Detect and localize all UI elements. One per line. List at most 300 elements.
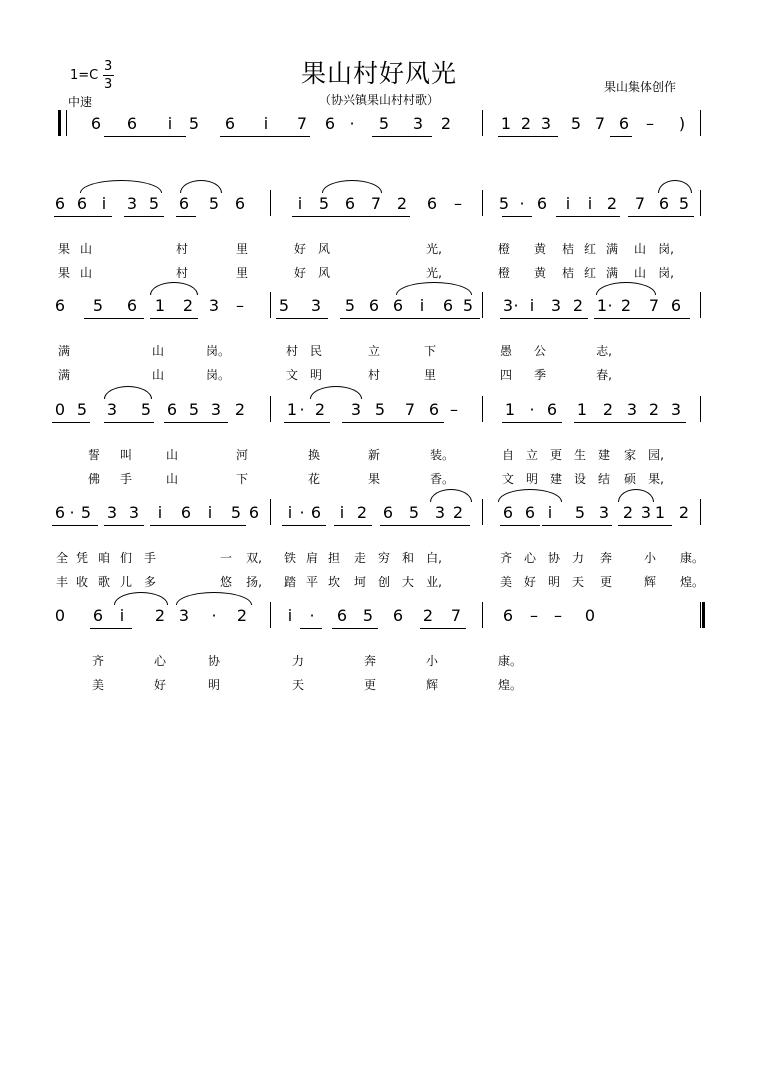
note: 2: [314, 400, 326, 419]
bar-line: [270, 499, 271, 525]
note: 6: [180, 503, 192, 522]
lyric-verse-1: 岗,: [658, 242, 674, 256]
lyric-verse-1: 奔: [363, 654, 376, 668]
note: 7: [404, 400, 416, 419]
note: –: [646, 114, 654, 133]
page-subtitle: （协兴镇果山村村歌）: [318, 93, 439, 107]
beam-line: [112, 628, 132, 629]
note: i: [529, 296, 535, 315]
note: 3: [598, 503, 610, 522]
lyric-verse-1: 装。: [430, 448, 455, 462]
lyric-verse-2: 黄: [533, 266, 546, 280]
beam-line: [150, 525, 246, 526]
note: 7: [370, 194, 382, 213]
note: 6: [224, 114, 236, 133]
lyric-verse-1: 换: [307, 448, 320, 462]
note: –: [530, 606, 538, 625]
note: 0: [54, 400, 66, 419]
lyric-verse-2: 下: [235, 472, 248, 486]
lyric-verse-2: 扬,: [246, 575, 262, 589]
note: 5: [230, 503, 242, 522]
lyric-verse-1: 们: [119, 551, 132, 565]
beam-line: [380, 525, 470, 526]
note: ·: [309, 606, 315, 625]
note: i: [419, 296, 425, 315]
lyric-verse-2: 岗。: [206, 368, 231, 382]
beam-line: [420, 628, 466, 629]
lyric-verse-1: 走: [353, 551, 366, 565]
lyric-verse-1: 满: [57, 344, 70, 358]
lyric-verse-2: 村: [175, 266, 188, 280]
lyric-verse-2: 创: [377, 575, 390, 589]
lyric-verse-2: 明: [547, 575, 560, 589]
note: 2: [520, 114, 532, 133]
bar-line: [700, 602, 701, 628]
lyric-verse-1: 叫: [119, 448, 132, 462]
beam-line: [124, 216, 164, 217]
lyric-verse-2: 风: [317, 266, 330, 280]
note: 5: [92, 296, 104, 315]
beam-line: [52, 525, 98, 526]
lyric-verse-1: 满: [605, 242, 618, 256]
note: 6: [502, 606, 514, 625]
lyric-verse-2: 山: [79, 266, 92, 280]
lyric-verse-1: 双,: [246, 551, 262, 565]
beam-line: [502, 216, 532, 217]
lyric-verse-1: 山: [79, 242, 92, 256]
lyric-verse-1: 铁: [283, 551, 296, 565]
lyric-verse-1: 和: [401, 551, 414, 565]
note: 3: [208, 296, 220, 315]
note: 3: [540, 114, 552, 133]
lyric-verse-1: 新: [367, 448, 380, 462]
lyric-verse-1: 小: [643, 551, 656, 565]
bar-line: [482, 499, 483, 525]
lyric-verse-2: 季: [533, 368, 546, 382]
lyric-verse-2: 丰: [55, 575, 68, 589]
beam-line: [84, 318, 144, 319]
lyric-verse-1: 担: [327, 551, 340, 565]
beam-line: [372, 136, 432, 137]
lyric-verse-2: 悠: [219, 575, 232, 589]
slur: [322, 180, 382, 193]
beam-line: [284, 422, 330, 423]
lyric-verse-1: 生: [573, 448, 586, 462]
note: 2: [606, 194, 618, 213]
note: 5: [378, 114, 390, 133]
note: 1: [286, 400, 298, 419]
lyric-verse-2: 辉: [643, 575, 656, 589]
beam-line: [498, 136, 558, 137]
repeat-end-barline: [702, 602, 705, 628]
repeat-start-barline: [58, 110, 61, 136]
lyric-verse-1: 心: [153, 654, 166, 668]
lyric-verse-1: 力: [571, 551, 584, 565]
note: 6: [126, 114, 138, 133]
note: 3: [550, 296, 562, 315]
beam-line: [104, 525, 144, 526]
note: 5: [140, 400, 152, 419]
lyric-verse-2: 辉: [425, 678, 438, 692]
lyric-verse-2: 硕: [623, 472, 636, 486]
note: 2: [620, 296, 632, 315]
lyric-verse-1: 山: [633, 242, 646, 256]
slur: [114, 592, 168, 605]
lyric-verse-2: 里: [235, 266, 248, 280]
beam-line: [610, 136, 632, 137]
lyric-verse-2: 文: [285, 368, 298, 382]
note: 5: [574, 503, 586, 522]
note: ·: [349, 114, 355, 133]
note: 2: [452, 503, 464, 522]
note: –: [450, 400, 458, 419]
lyric-verse-2: 业,: [426, 575, 442, 589]
note: 1: [500, 114, 512, 133]
page-title: 果山村好风光: [300, 59, 457, 88]
note: 5: [462, 296, 474, 315]
lyric-verse-1: 齐: [499, 551, 512, 565]
note: ·: [69, 503, 75, 522]
lyric-verse-2: 坎: [327, 575, 340, 589]
lyric-verse-2: 满: [57, 368, 70, 382]
note: 3: [178, 606, 190, 625]
beam-line: [628, 216, 694, 217]
note: 5: [148, 194, 160, 213]
note: 6: [324, 114, 336, 133]
note: 0: [584, 606, 596, 625]
lyric-verse-1: 里: [235, 242, 248, 256]
lyric-verse-1: 穷: [377, 551, 390, 565]
note: i: [287, 606, 293, 625]
note: ): [678, 114, 686, 133]
lyric-verse-1: 康。: [680, 551, 705, 565]
note: 2: [396, 194, 408, 213]
beam-line: [52, 422, 90, 423]
bar-line: [482, 602, 483, 628]
note: 3: [106, 400, 118, 419]
bar-line: [700, 190, 701, 216]
note: i: [287, 503, 293, 522]
note: 6: [178, 194, 190, 213]
lyric-verse-2: 好: [523, 575, 536, 589]
slur: [104, 386, 152, 399]
beam-line: [500, 318, 588, 319]
lyric-verse-2: 春,: [596, 368, 612, 382]
note: ·: [529, 400, 535, 419]
lyric-verse-1: 手: [143, 551, 156, 565]
bar-line: [66, 110, 67, 136]
note: i: [297, 194, 303, 213]
lyric-verse-1: 岗。: [206, 344, 231, 358]
beam-line: [176, 216, 196, 217]
lyric-verse-2: 天: [291, 678, 304, 692]
lyric-verse-2: 山: [165, 472, 178, 486]
note: i: [547, 503, 553, 522]
note: 6: [54, 503, 66, 522]
lyric-verse-2: 手: [119, 472, 132, 486]
note: 5: [208, 194, 220, 213]
lyric-verse-1: 自: [501, 448, 514, 462]
lyric-verse-2: 佛: [87, 472, 100, 486]
bar-line: [482, 396, 483, 422]
bar-line: [700, 292, 701, 318]
lyric-verse-2: 果,: [648, 472, 664, 486]
note: 6: [76, 194, 88, 213]
slur: [596, 282, 656, 295]
note: 2: [648, 400, 660, 419]
note: 3: [412, 114, 424, 133]
bar-line: [700, 110, 701, 136]
meter-fraction-line: [103, 75, 114, 76]
lyric-verse-1: 誓: [87, 448, 100, 462]
lyric-verse-2: 设: [573, 472, 586, 486]
note: 6: [502, 503, 514, 522]
note: 6: [428, 400, 440, 419]
key-signature: 1=C: [70, 68, 99, 83]
slur: [180, 180, 222, 193]
note: 6: [658, 194, 670, 213]
lyric-verse-2: 坷: [353, 575, 366, 589]
beam-line: [220, 136, 310, 137]
note: 6: [546, 400, 558, 419]
note: 2: [602, 400, 614, 419]
note: i: [167, 114, 173, 133]
lyric-verse-1: 果: [57, 242, 70, 256]
lyric-verse-1: 协: [207, 654, 220, 668]
lyric-verse-1: 光,: [426, 242, 442, 256]
note: i: [119, 606, 125, 625]
note: ·: [519, 194, 525, 213]
note: ·: [299, 400, 305, 419]
lyric-verse-2: 建: [549, 472, 562, 486]
lyric-verse-2: 山: [151, 368, 164, 382]
bar-line: [482, 292, 483, 318]
lyric-verse-1: 园,: [648, 448, 664, 462]
lyric-verse-2: 文: [501, 472, 514, 486]
note: 6: [310, 503, 322, 522]
bar-line: [270, 292, 271, 318]
lyric-verse-2: 岗,: [658, 266, 674, 280]
beam-line: [542, 525, 612, 526]
note: 2: [440, 114, 452, 133]
lyric-verse-2: 多: [143, 575, 156, 589]
lyric-verse-1: 白,: [426, 551, 442, 565]
beam-line: [342, 422, 444, 423]
note: i: [587, 194, 593, 213]
beam-line: [332, 628, 378, 629]
bar-line: [270, 396, 271, 422]
note: 5: [80, 503, 92, 522]
lyric-verse-2: 更: [363, 678, 376, 692]
tempo-marking: 中速: [68, 95, 93, 109]
lyric-verse-1: 村: [285, 344, 298, 358]
note: 2: [154, 606, 166, 625]
lyric-verse-1: 一: [219, 551, 232, 565]
lyric-verse-1: 山: [151, 344, 164, 358]
note: 3: [210, 400, 222, 419]
lyric-verse-2: 四: [499, 368, 512, 382]
note: 6: [234, 194, 246, 213]
lyric-verse-1: 心: [523, 551, 536, 565]
note: 6: [336, 606, 348, 625]
lyric-verse-1: 桔: [561, 242, 574, 256]
lyric-verse-1: 志,: [596, 344, 612, 358]
lyric-verse-1: 咱: [97, 551, 110, 565]
note: 1: [154, 296, 166, 315]
bar-line: [482, 110, 483, 136]
lyric-verse-2: 橙: [497, 266, 510, 280]
note: 5: [188, 400, 200, 419]
note: 6: [368, 296, 380, 315]
note: 5: [374, 400, 386, 419]
note: 1: [596, 296, 608, 315]
lyric-verse-1: 凭: [75, 551, 88, 565]
beam-line: [500, 525, 540, 526]
lyric-verse-1: 好: [293, 242, 306, 256]
note: 2: [572, 296, 584, 315]
lyric-verse-1: 协: [547, 551, 560, 565]
note: 6: [344, 194, 356, 213]
note: 6: [248, 503, 260, 522]
slur: [396, 282, 472, 295]
lyric-verse-1: 村: [175, 242, 188, 256]
lyric-verse-2: 明: [525, 472, 538, 486]
lyric-verse-1: 下: [423, 344, 436, 358]
beam-line: [618, 525, 672, 526]
lyric-verse-2: 收: [75, 575, 88, 589]
lyric-verse-2: 满: [605, 266, 618, 280]
note: 7: [450, 606, 462, 625]
note: 2: [622, 503, 634, 522]
beam-line: [300, 628, 322, 629]
lyric-verse-2: 大: [401, 575, 414, 589]
lyric-verse-2: 美: [91, 678, 104, 692]
note: 6: [126, 296, 138, 315]
beam-line: [574, 422, 686, 423]
lyric-verse-1: 立: [525, 448, 538, 462]
lyric-verse-2: 光,: [426, 266, 442, 280]
lyric-verse-1: 红: [583, 242, 596, 256]
beam-line: [150, 318, 198, 319]
note: 2: [234, 400, 246, 419]
note: 6: [524, 503, 536, 522]
lyric-verse-2: 香。: [430, 472, 455, 486]
note: 6: [618, 114, 630, 133]
lyric-verse-2: 山: [633, 266, 646, 280]
note: 3: [670, 400, 682, 419]
lyric-verse-2: 踏: [283, 575, 296, 589]
note: 5: [498, 194, 510, 213]
note: 7: [296, 114, 308, 133]
note: 6: [382, 503, 394, 522]
beam-line: [282, 525, 326, 526]
lyric-verse-1: 黄: [533, 242, 546, 256]
lyric-verse-2: 村: [367, 368, 380, 382]
note: 6: [90, 114, 102, 133]
note: 3: [126, 194, 138, 213]
slur: [80, 180, 162, 193]
note: 0: [54, 606, 66, 625]
note: 2: [182, 296, 194, 315]
note: ·: [211, 606, 217, 625]
lyric-verse-1: 康。: [498, 654, 523, 668]
lyric-verse-1: 齐: [91, 654, 104, 668]
note: 2: [236, 606, 248, 625]
beam-line: [276, 318, 328, 319]
bar-line: [270, 602, 271, 628]
note: ·: [513, 296, 519, 315]
note: 6: [392, 296, 404, 315]
lyric-verse-2: 果: [57, 266, 70, 280]
bar-line: [700, 396, 701, 422]
note: –: [554, 606, 562, 625]
beam-line: [104, 422, 154, 423]
beam-line: [164, 422, 228, 423]
lyric-verse-2: 好: [293, 266, 306, 280]
slur: [176, 592, 252, 605]
lyric-verse-1: 风: [317, 242, 330, 256]
note: 6: [536, 194, 548, 213]
note: –: [236, 296, 244, 315]
note: 3: [434, 503, 446, 522]
note: 7: [634, 194, 646, 213]
note: ·: [299, 503, 305, 522]
beam-line: [502, 422, 562, 423]
note: i: [157, 503, 163, 522]
note: i: [565, 194, 571, 213]
lyric-verse-2: 儿: [119, 575, 132, 589]
note: 5: [408, 503, 420, 522]
lyric-verse-2: 明: [309, 368, 322, 382]
note: 3: [310, 296, 322, 315]
beam-line: [292, 216, 410, 217]
note: 3: [626, 400, 638, 419]
lyric-verse-2: 天: [571, 575, 584, 589]
slur: [150, 282, 198, 295]
lyric-verse-1: 更: [549, 448, 562, 462]
lyric-verse-2: 果: [367, 472, 380, 486]
meter-denominator: 3: [104, 77, 113, 92]
note: 1: [504, 400, 516, 419]
note: 6: [92, 606, 104, 625]
lyric-verse-1: 立: [367, 344, 380, 358]
lyric-verse-2: 平: [305, 575, 318, 589]
bar-line: [270, 190, 271, 216]
note: 6: [442, 296, 454, 315]
lyric-verse-1: 家: [623, 448, 636, 462]
lyric-verse-1: 山: [165, 448, 178, 462]
bar-line: [482, 190, 483, 216]
note: 2: [422, 606, 434, 625]
note: 6: [670, 296, 682, 315]
lyric-verse-1: 全: [55, 551, 68, 565]
lyric-verse-2: 花: [307, 472, 320, 486]
beam-line: [556, 216, 620, 217]
note: 3: [502, 296, 514, 315]
lyric-verse-2: 煌。: [498, 678, 523, 692]
note: 5: [188, 114, 200, 133]
slur: [658, 180, 692, 193]
note: i: [207, 503, 213, 522]
note: 2: [678, 503, 690, 522]
note: 5: [76, 400, 88, 419]
note: i: [101, 194, 107, 213]
lyric-verse-2: 更: [599, 575, 612, 589]
author-credit: 果山集体创作: [604, 80, 677, 94]
note: 2: [356, 503, 368, 522]
lyric-verse-1: 河: [235, 448, 248, 462]
beam-line: [104, 136, 186, 137]
